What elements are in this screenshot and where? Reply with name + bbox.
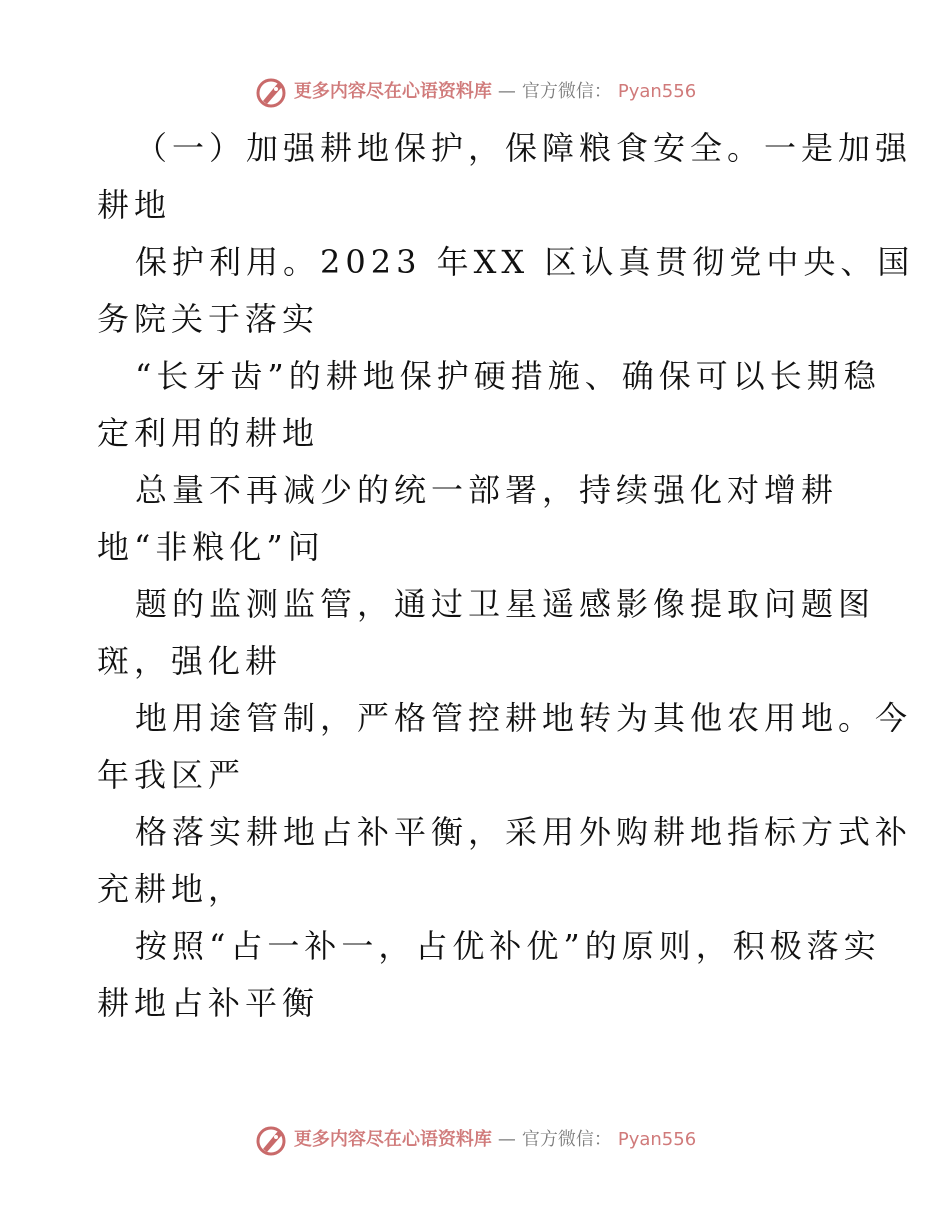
watermark-brand-text: 更多内容尽在心语资料库 <box>293 1129 492 1150</box>
document-body <box>97 120 915 1032</box>
text-line: 地用途管制，严格管控耕地转为其他农用地。今 <box>135 699 913 737</box>
text-line: 题的监测监管，通过卫星遥感影像提取问题图 <box>135 585 876 623</box>
text-line: （一）加强耕地保护，保障粮食安全。一是加强 <box>135 129 913 167</box>
watermark-sub-text: 官方微信： <box>521 1129 612 1150</box>
text-line: “长牙齿”的耕地保护硬措施、确保可以长期稳 <box>135 357 881 395</box>
pen-nib-logo-icon <box>254 75 288 109</box>
pen-nib-logo-icon <box>254 1123 288 1157</box>
watermark-wechat-id: Pyan556 <box>617 1129 697 1150</box>
text-line: 年我区严 <box>97 756 246 794</box>
text-line: 格落实耕地占补平衡，采用外购耕地指标方式补 <box>135 813 913 851</box>
text-line: 总量不再减少的统一部署，持续强化对增耕 <box>135 471 839 509</box>
text-line: 务院关于落实 <box>97 300 320 338</box>
watermark-brand-text: 更多内容尽在心语资料库 <box>293 81 492 102</box>
text-line: 地“非粮化”问 <box>97 528 325 566</box>
watermark-footer <box>0 1120 950 1160</box>
watermark-dash: — <box>497 1129 516 1150</box>
text-line: 耕地占补平衡 <box>97 984 320 1022</box>
text-line: 按照“占一补一，占优补优”的原则，积极落实 <box>135 927 881 965</box>
watermark-header <box>0 72 950 112</box>
text-line: 充耕地， <box>97 870 246 908</box>
text-line: 耕地 <box>97 186 172 224</box>
watermark-wechat-id: Pyan556 <box>617 81 697 102</box>
text-line: 斑，强化耕 <box>97 642 283 680</box>
watermark-sub-text: 官方微信： <box>521 81 612 102</box>
text-line: 保护利用。2023 年XX 区认真贯彻党中央、国 <box>135 243 915 281</box>
text-line: 定利用的耕地 <box>97 414 320 452</box>
watermark-dash: — <box>497 81 516 102</box>
